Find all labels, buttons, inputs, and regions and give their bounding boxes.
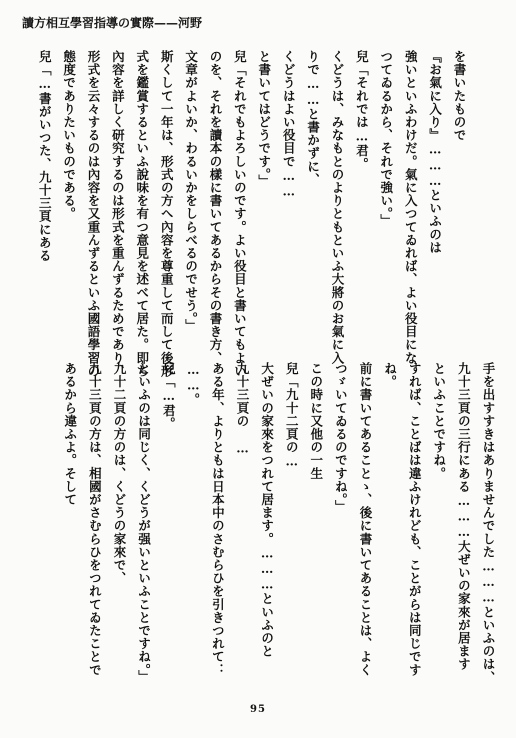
text-column: つゞいてゐるのですね。」 bbox=[333, 362, 349, 513]
text-column: と書いてはどうです。」 bbox=[256, 50, 272, 188]
text-column: 九十三頁の三行にある………大ぜいの家來が居ます bbox=[456, 362, 472, 671]
text-column: 斯くして一年は、形式の方へ內容を尊重して而して後形 bbox=[159, 50, 175, 378]
text-column: 態度でありたいものである。 bbox=[61, 50, 77, 221]
text-column: 式を鑑賞するといふ說味を有つ意見を述べて居た。即ち bbox=[134, 50, 150, 378]
text-column: 手を出すすきはありませんでした………といふのは、 bbox=[481, 362, 496, 684]
text-column: りで……と書かずに、 bbox=[305, 50, 321, 186]
text-column: 兒「それでは…君。 bbox=[354, 50, 370, 171]
text-column: 兒「…君。 bbox=[161, 362, 177, 430]
text-column: 九十三頁の方は、相國がさむらひをつれてゐたことで bbox=[87, 362, 103, 677]
text-column: くどうはよい役目で…… bbox=[281, 50, 297, 200]
text-column: ……。 bbox=[185, 362, 201, 407]
text-column: 形式を云々するのは內容を又重んずるといふ國語學習の bbox=[86, 50, 101, 378]
text-column: ね。 bbox=[382, 362, 398, 389]
text-column: すれば、ことばは違ふけれども、ことがらは同じです bbox=[407, 362, 423, 677]
text-column: ある年、よりともは日本中のさむらひを引きつれて： bbox=[210, 362, 226, 677]
text-column: 文章がよいか、わるいかをしらべるのでせう。」 bbox=[183, 50, 199, 332]
text-column: つてゐるから、それで強い。」 bbox=[378, 50, 394, 228]
text-column: 強いといふわけだ。氣に入つてゐれば、よい役目にな bbox=[403, 50, 419, 365]
text-column: 兒「…書がいつた、九十三頁にある bbox=[37, 50, 53, 263]
running-title: 讀方相互學習指導の實際——河野 bbox=[22, 16, 203, 30]
text-column: のを、それを讀本の樣に書いてあるからその書き方、 bbox=[208, 50, 223, 365]
text-column: 九十二頁の方のは、くどうの家來で、 bbox=[112, 362, 127, 585]
text-column: 內容を詳しく研究するのは形式を重んずるためであり、 bbox=[110, 50, 126, 378]
text-column: 前に書いてあることゝ、後に書いてあることは、よく bbox=[358, 362, 373, 677]
text-column: 兒「九十二頁の… bbox=[284, 362, 300, 470]
text-column: といふことですね。 bbox=[431, 362, 447, 480]
page-number: 95 bbox=[250, 704, 266, 715]
text-column: を書いたもので bbox=[452, 50, 467, 142]
text-column: 九十三頁の … bbox=[235, 362, 250, 457]
text-column: 兒「それでもよろしいのです。よい役目と書いてもよい bbox=[232, 50, 248, 378]
text-column: 大ぜいの家來をつれて居ます。………といふのと bbox=[259, 362, 275, 658]
text-column: といふのは同じく、くどうが强いといふことですね。」 bbox=[136, 362, 152, 684]
text-column: この時に又他の一生 bbox=[308, 362, 324, 480]
text-column: 『お氣に入り』………といふのは bbox=[427, 50, 443, 254]
text-column: くどうは、みなもとのよりともといふ大將のお氣に入 bbox=[330, 50, 345, 365]
text-column: あるから違ふよ。そして bbox=[62, 362, 78, 507]
